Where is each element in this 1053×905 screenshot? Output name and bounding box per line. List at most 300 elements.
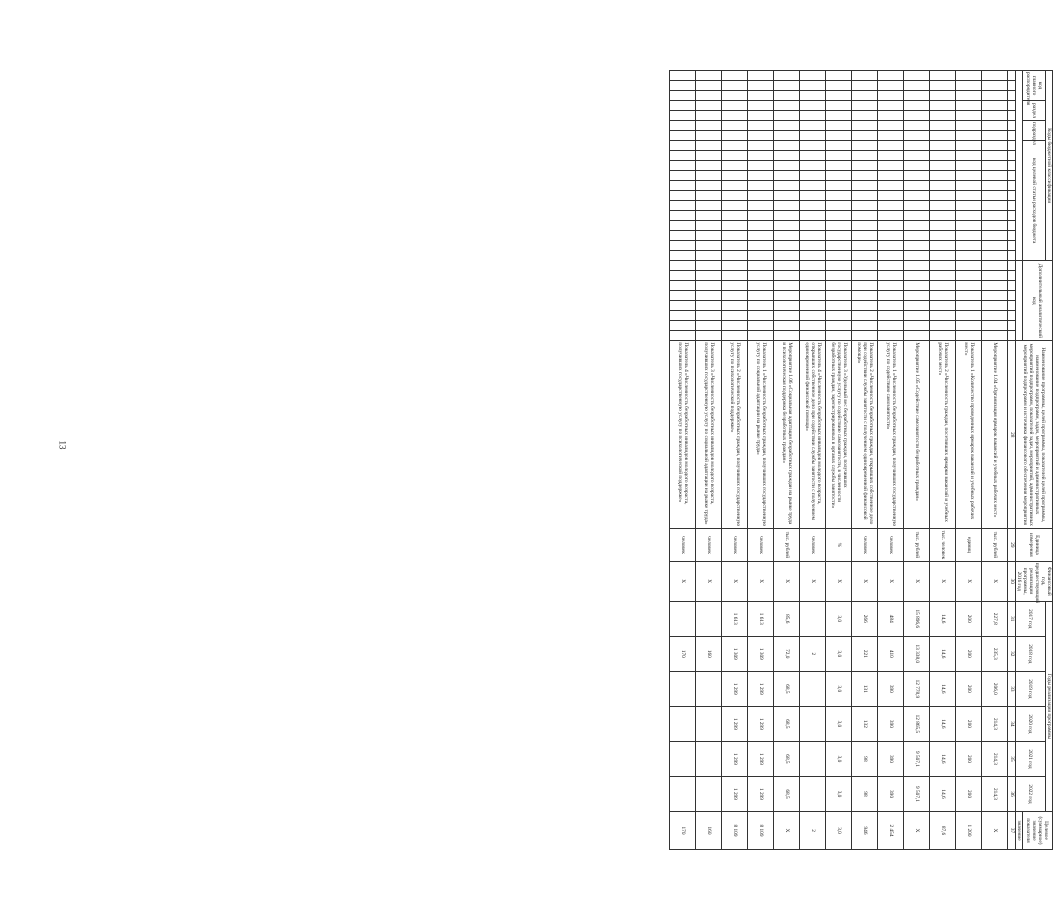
code-cell xyxy=(982,191,1008,201)
code-cell xyxy=(956,81,982,91)
code-cell xyxy=(696,151,722,161)
code-cell xyxy=(826,261,852,271)
code-cell xyxy=(956,281,982,291)
code-cell xyxy=(982,91,1008,101)
row-value: 410 xyxy=(878,636,904,671)
code-cell xyxy=(826,211,852,221)
code-cell xyxy=(670,151,696,161)
row-value xyxy=(696,776,722,811)
code-cell xyxy=(826,251,852,261)
code-cell xyxy=(982,71,1008,81)
table-row xyxy=(800,71,826,850)
code-cell xyxy=(774,231,800,241)
code-cell xyxy=(722,301,748,311)
row-value: 3,0 xyxy=(826,671,852,706)
code-cell xyxy=(774,111,800,121)
code-cell xyxy=(670,171,696,181)
code-col-number xyxy=(1008,281,1015,291)
code-cell xyxy=(904,201,930,211)
code-cell xyxy=(956,201,982,211)
code-cell xyxy=(696,301,722,311)
code-cell xyxy=(878,231,904,241)
code-cell xyxy=(722,121,748,131)
code-cell xyxy=(696,221,722,231)
code-cell xyxy=(826,231,852,241)
row-name: Показатель 2 «Численность безработных граждан, получивших государственную услугу по психологической поддержке» xyxy=(722,341,748,529)
code-col-number xyxy=(1008,181,1015,191)
code-cell xyxy=(826,281,852,291)
code-cell xyxy=(930,301,956,311)
table-row xyxy=(722,71,748,850)
code-cell xyxy=(748,151,774,161)
row-value: 68,5 xyxy=(774,671,800,706)
row-fin-year: X xyxy=(982,561,1008,601)
code-cell xyxy=(878,111,904,121)
code-cell xyxy=(774,101,800,111)
row-value: 8 109 xyxy=(722,812,748,850)
row-value: 98 xyxy=(852,776,878,811)
code-cell xyxy=(930,81,956,91)
code-cell xyxy=(670,71,696,81)
code-cell xyxy=(774,161,800,171)
code-cell xyxy=(774,131,800,141)
row-value: 1 299 xyxy=(722,671,748,706)
code-cell xyxy=(930,181,956,191)
row-value: 390 xyxy=(878,741,904,776)
row-name: Показатель 1 «Численность безработных граждан, получивших государственную услугу по содействию самозанятости» xyxy=(878,341,904,529)
row-value: 68,5 xyxy=(774,776,800,811)
row-value: 13 338,0 xyxy=(904,636,930,671)
row-value: 200 xyxy=(956,741,982,776)
code-cell xyxy=(696,181,722,191)
code-cell xyxy=(748,241,774,251)
code-cell xyxy=(878,71,904,81)
code-cell xyxy=(852,181,878,191)
row-value: 72,0 xyxy=(774,636,800,671)
code-cell xyxy=(748,201,774,211)
row-fin-year: X xyxy=(826,561,852,601)
code-cell xyxy=(904,141,930,151)
code-col-number xyxy=(1008,291,1015,301)
code-cell xyxy=(748,211,774,221)
code-cell xyxy=(852,111,878,121)
unit-header: Единица измерения xyxy=(1015,529,1052,562)
code-cell xyxy=(800,291,826,301)
code-cell xyxy=(722,91,748,101)
row-value: 1 299 xyxy=(748,741,774,776)
row-value: 2 xyxy=(800,636,826,671)
code-cell xyxy=(722,271,748,281)
code-cell xyxy=(982,241,1008,251)
code-cell xyxy=(774,321,800,331)
code-cell xyxy=(852,211,878,221)
code-cell xyxy=(826,191,852,201)
code-cell xyxy=(878,281,904,291)
code-cell xyxy=(748,261,774,271)
code-cell xyxy=(748,81,774,91)
row-value: 1 299 xyxy=(748,671,774,706)
code-cell xyxy=(800,301,826,311)
row-value xyxy=(670,776,696,811)
code-cell xyxy=(748,111,774,121)
row-unit: тыс. рублей xyxy=(774,529,800,562)
code-cell xyxy=(852,291,878,301)
code-cell xyxy=(800,261,826,271)
code-cell xyxy=(774,121,800,131)
code-cell xyxy=(930,241,956,251)
row-value: 14,6 xyxy=(930,636,956,671)
row-name: Показатель 3 «Численность безработных инвалидов молодого возраста, получивших государственную услугу по социальной адаптации на рынке труда» xyxy=(696,341,722,529)
row-value: 15 896,6 xyxy=(904,601,930,636)
code-cell xyxy=(956,171,982,181)
code-cell xyxy=(774,311,800,321)
code-cell xyxy=(722,171,748,181)
code-cell xyxy=(826,271,852,281)
code-cell xyxy=(748,311,774,321)
code-cell xyxy=(852,311,878,321)
row-value: 3,0 xyxy=(826,706,852,741)
year-2019-header: 2019 год xyxy=(1015,671,1045,706)
code-cell xyxy=(670,81,696,91)
code-cell xyxy=(878,201,904,211)
program-table xyxy=(669,70,1053,850)
code-cell xyxy=(930,311,956,321)
code-cell xyxy=(878,181,904,191)
code-cell xyxy=(722,231,748,241)
code-cell xyxy=(956,111,982,121)
code-cell xyxy=(904,331,930,341)
code-col-number xyxy=(1008,311,1015,321)
code-cell xyxy=(696,261,722,271)
code-cell xyxy=(878,191,904,201)
row-fin-year: X xyxy=(670,561,696,601)
row-value: 946 xyxy=(852,812,878,850)
code-cell xyxy=(774,181,800,191)
code-cell xyxy=(878,141,904,151)
code-cell xyxy=(670,181,696,191)
year-2020-header: 2020 год xyxy=(1015,706,1045,741)
code-cell xyxy=(904,71,930,81)
row-value: 1 299 xyxy=(748,776,774,811)
code-cell xyxy=(696,331,722,341)
code-cell xyxy=(982,161,1008,171)
table-row xyxy=(696,71,722,850)
row-value: 170 xyxy=(670,636,696,671)
row-value: 214,3 xyxy=(982,741,1008,776)
code-cell xyxy=(800,181,826,191)
table-row xyxy=(956,71,982,850)
code-col-number xyxy=(1008,151,1015,161)
code-col-number xyxy=(1008,301,1015,311)
code-cell xyxy=(696,241,722,251)
code-cell xyxy=(800,171,826,181)
code-cell xyxy=(826,221,852,231)
code-cell xyxy=(722,141,748,151)
code-col-number xyxy=(1008,191,1015,201)
row-unit: тыс. человек xyxy=(930,529,956,562)
code-cell xyxy=(696,111,722,121)
row-unit: единиц xyxy=(956,529,982,562)
code-cell xyxy=(748,161,774,171)
code-cell xyxy=(696,161,722,171)
code-cell xyxy=(722,151,748,161)
code-cell xyxy=(852,251,878,261)
code-col-number xyxy=(1008,101,1015,111)
code-cell xyxy=(982,201,1008,211)
row-value: 14,6 xyxy=(930,706,956,741)
code-cell xyxy=(852,261,878,271)
code-cell xyxy=(930,201,956,211)
code-cell xyxy=(696,121,722,131)
code-cell xyxy=(670,211,696,221)
code-cell xyxy=(982,301,1008,311)
code-cell xyxy=(878,81,904,91)
code-cell xyxy=(904,81,930,91)
code-cell xyxy=(774,251,800,261)
code-cell xyxy=(670,141,696,151)
code-cell xyxy=(696,131,722,141)
code-cell xyxy=(982,81,1008,91)
row-value: 390 xyxy=(878,706,904,741)
code-cell xyxy=(800,81,826,91)
code-cell xyxy=(982,261,1008,271)
row-value: 390 xyxy=(878,671,904,706)
code-cell xyxy=(878,101,904,111)
code-cell xyxy=(774,291,800,301)
code-cell xyxy=(800,151,826,161)
row-value: 266 xyxy=(852,601,878,636)
code-cell xyxy=(774,271,800,281)
code-cell xyxy=(800,191,826,201)
code-col-number xyxy=(1008,141,1015,151)
code-cell xyxy=(826,91,852,101)
row-value: 12 865,5 xyxy=(904,706,930,741)
code-cell xyxy=(748,171,774,181)
code-cell xyxy=(852,191,878,201)
row-name: Мероприятие 1.05 «Содействие самозанятости безработных граждан» xyxy=(904,341,930,529)
row-name: Показатель 1 «Численность безработных граждан, получивших государственную услугу по социальной адаптации на рынке труда» xyxy=(748,341,774,529)
code-cell xyxy=(904,181,930,191)
code-cell xyxy=(722,281,748,291)
code-cell xyxy=(748,191,774,201)
code-cell xyxy=(800,271,826,281)
code-cell xyxy=(722,131,748,141)
code-cell xyxy=(722,261,748,271)
code-cell xyxy=(722,251,748,261)
row-value xyxy=(696,601,722,636)
code-col-number xyxy=(1008,201,1015,211)
row-value xyxy=(800,601,826,636)
code-cell xyxy=(722,161,748,171)
code-cell xyxy=(956,251,982,261)
code-cell xyxy=(696,271,722,281)
code-cell xyxy=(878,271,904,281)
code-cell xyxy=(670,261,696,271)
row-value: X xyxy=(904,812,930,850)
code-cell xyxy=(982,271,1008,281)
code-cell xyxy=(956,141,982,151)
row-value: 1 613 xyxy=(722,601,748,636)
code-cell xyxy=(670,101,696,111)
code-cell xyxy=(722,81,748,91)
code-cell xyxy=(956,151,982,161)
code-cell xyxy=(800,241,826,251)
code-cell xyxy=(696,171,722,181)
code-cell xyxy=(800,221,826,231)
code-cell xyxy=(930,321,956,331)
code-cell xyxy=(826,121,852,131)
code-cell xyxy=(930,91,956,101)
code-cell xyxy=(852,281,878,291)
table-row xyxy=(904,71,930,850)
code-cell xyxy=(800,231,826,241)
code-cell xyxy=(852,221,878,231)
col-number: 28 xyxy=(1008,341,1015,529)
code-cell xyxy=(774,281,800,291)
code-cell xyxy=(904,211,930,221)
code-cell xyxy=(722,331,748,341)
analytic-header: Дополнительный аналитический код xyxy=(1022,261,1052,341)
row-value: 160 xyxy=(696,636,722,671)
code-cell xyxy=(800,121,826,131)
row-unit: человек xyxy=(878,529,904,562)
code-cell xyxy=(696,211,722,221)
code-cell xyxy=(774,141,800,151)
code-cell xyxy=(982,211,1008,221)
code-cell xyxy=(800,141,826,151)
row-value: 3,0 xyxy=(826,812,852,850)
row-value: 131 xyxy=(852,671,878,706)
row-name: Показатель 2 «Численность граждан, посетивших ярмарки вакансий и учебных рабочих мест» xyxy=(930,341,956,529)
code-cell xyxy=(670,321,696,331)
code-cell xyxy=(696,321,722,331)
code-cell xyxy=(800,331,826,341)
code-cell xyxy=(878,241,904,251)
code-cell xyxy=(904,191,930,201)
row-unit: человек xyxy=(852,529,878,562)
code-cell xyxy=(852,301,878,311)
code-cell xyxy=(670,331,696,341)
code-cell xyxy=(722,211,748,221)
row-unit: человек xyxy=(696,529,722,562)
code-cell xyxy=(878,131,904,141)
row-value xyxy=(696,741,722,776)
code-cell xyxy=(852,321,878,331)
code-cell xyxy=(878,331,904,341)
code-cell xyxy=(904,231,930,241)
year-2022-header: 2022 год xyxy=(1015,776,1045,811)
code-cell xyxy=(826,151,852,161)
row-fin-year: X xyxy=(696,561,722,601)
row-value: 12 778,9 xyxy=(904,671,930,706)
code-cell xyxy=(982,311,1008,321)
row-value: 1 299 xyxy=(722,741,748,776)
code-cell xyxy=(748,101,774,111)
code-cell xyxy=(670,111,696,121)
code-cell xyxy=(904,221,930,231)
code-cell xyxy=(930,161,956,171)
code-cell xyxy=(878,251,904,261)
code-col-number xyxy=(1008,251,1015,261)
code-cell xyxy=(904,301,930,311)
col-number: 29 xyxy=(1008,529,1015,562)
code-cell xyxy=(748,91,774,101)
code-cell xyxy=(904,271,930,281)
code-cell xyxy=(696,71,722,81)
row-name: Показатель 2 «Численность безработных граждан, открывших собственное дело при содействии службы занятости с получением единовременной финансовой помощи» xyxy=(852,341,878,529)
code-cell xyxy=(982,281,1008,291)
code-cell xyxy=(670,201,696,211)
row-value: 3,0 xyxy=(826,601,852,636)
row-name: Мероприятие 1.06 «Социальная адаптация безработных граждан на рынке труда и психологическая поддержка безработных граждан» xyxy=(774,341,800,529)
code-cell xyxy=(722,101,748,111)
row-fin-year: X xyxy=(748,561,774,601)
table-row xyxy=(852,71,878,850)
row-value: 1 613 xyxy=(748,601,774,636)
row-value: 14,6 xyxy=(930,601,956,636)
row-unit: человек xyxy=(748,529,774,562)
code-cell xyxy=(670,231,696,241)
code-cell xyxy=(774,261,800,271)
row-name: Мероприятие 1.04 «Организация ярмарок вакансий и учебных рабочих мест» xyxy=(982,341,1008,529)
code-cell xyxy=(774,171,800,181)
code-cell xyxy=(930,291,956,301)
code-col-number xyxy=(1008,171,1015,181)
col-number: 37 xyxy=(1008,812,1015,850)
row-value: 214,3 xyxy=(982,706,1008,741)
row-fin-year: X xyxy=(878,561,904,601)
year-2017-header: 2017 год xyxy=(1015,601,1045,636)
code-cell xyxy=(800,161,826,171)
code-cell xyxy=(930,191,956,201)
code-cell xyxy=(826,81,852,91)
code-cell xyxy=(930,121,956,131)
code-cell xyxy=(956,101,982,111)
row-value: 1 299 xyxy=(722,706,748,741)
code-col-number xyxy=(1008,121,1015,131)
code-cell xyxy=(722,201,748,211)
code-cell xyxy=(878,161,904,171)
code-cell xyxy=(930,231,956,241)
code-col-number xyxy=(1008,131,1015,141)
code-cell xyxy=(670,161,696,171)
code-cell xyxy=(826,291,852,301)
code-cell xyxy=(826,131,852,141)
code-col-number xyxy=(1008,71,1015,81)
table-row xyxy=(878,71,904,850)
code-cell xyxy=(800,311,826,321)
code-col-number xyxy=(1008,321,1015,331)
code-cell xyxy=(670,301,696,311)
code-cell xyxy=(800,91,826,101)
code-cell xyxy=(826,201,852,211)
row-value: 200 xyxy=(956,776,982,811)
row-fin-year: X xyxy=(930,561,956,601)
row-name: Показатель 1 «Количество проведенных ярмарок вакансий и учебных рабочих мест» xyxy=(956,341,982,529)
code-col-number xyxy=(1008,211,1015,221)
row-unit: человек xyxy=(800,529,826,562)
code-cell xyxy=(774,191,800,201)
code-col-number xyxy=(1008,271,1015,281)
row-unit: человек xyxy=(670,529,696,562)
code-cell xyxy=(748,131,774,141)
row-value: 484 xyxy=(878,601,904,636)
code-cell xyxy=(878,91,904,101)
row-value: 85,6 xyxy=(774,601,800,636)
target-article-subheaders xyxy=(1015,71,1022,261)
code-cell xyxy=(696,291,722,301)
code-col-number xyxy=(1008,241,1015,251)
